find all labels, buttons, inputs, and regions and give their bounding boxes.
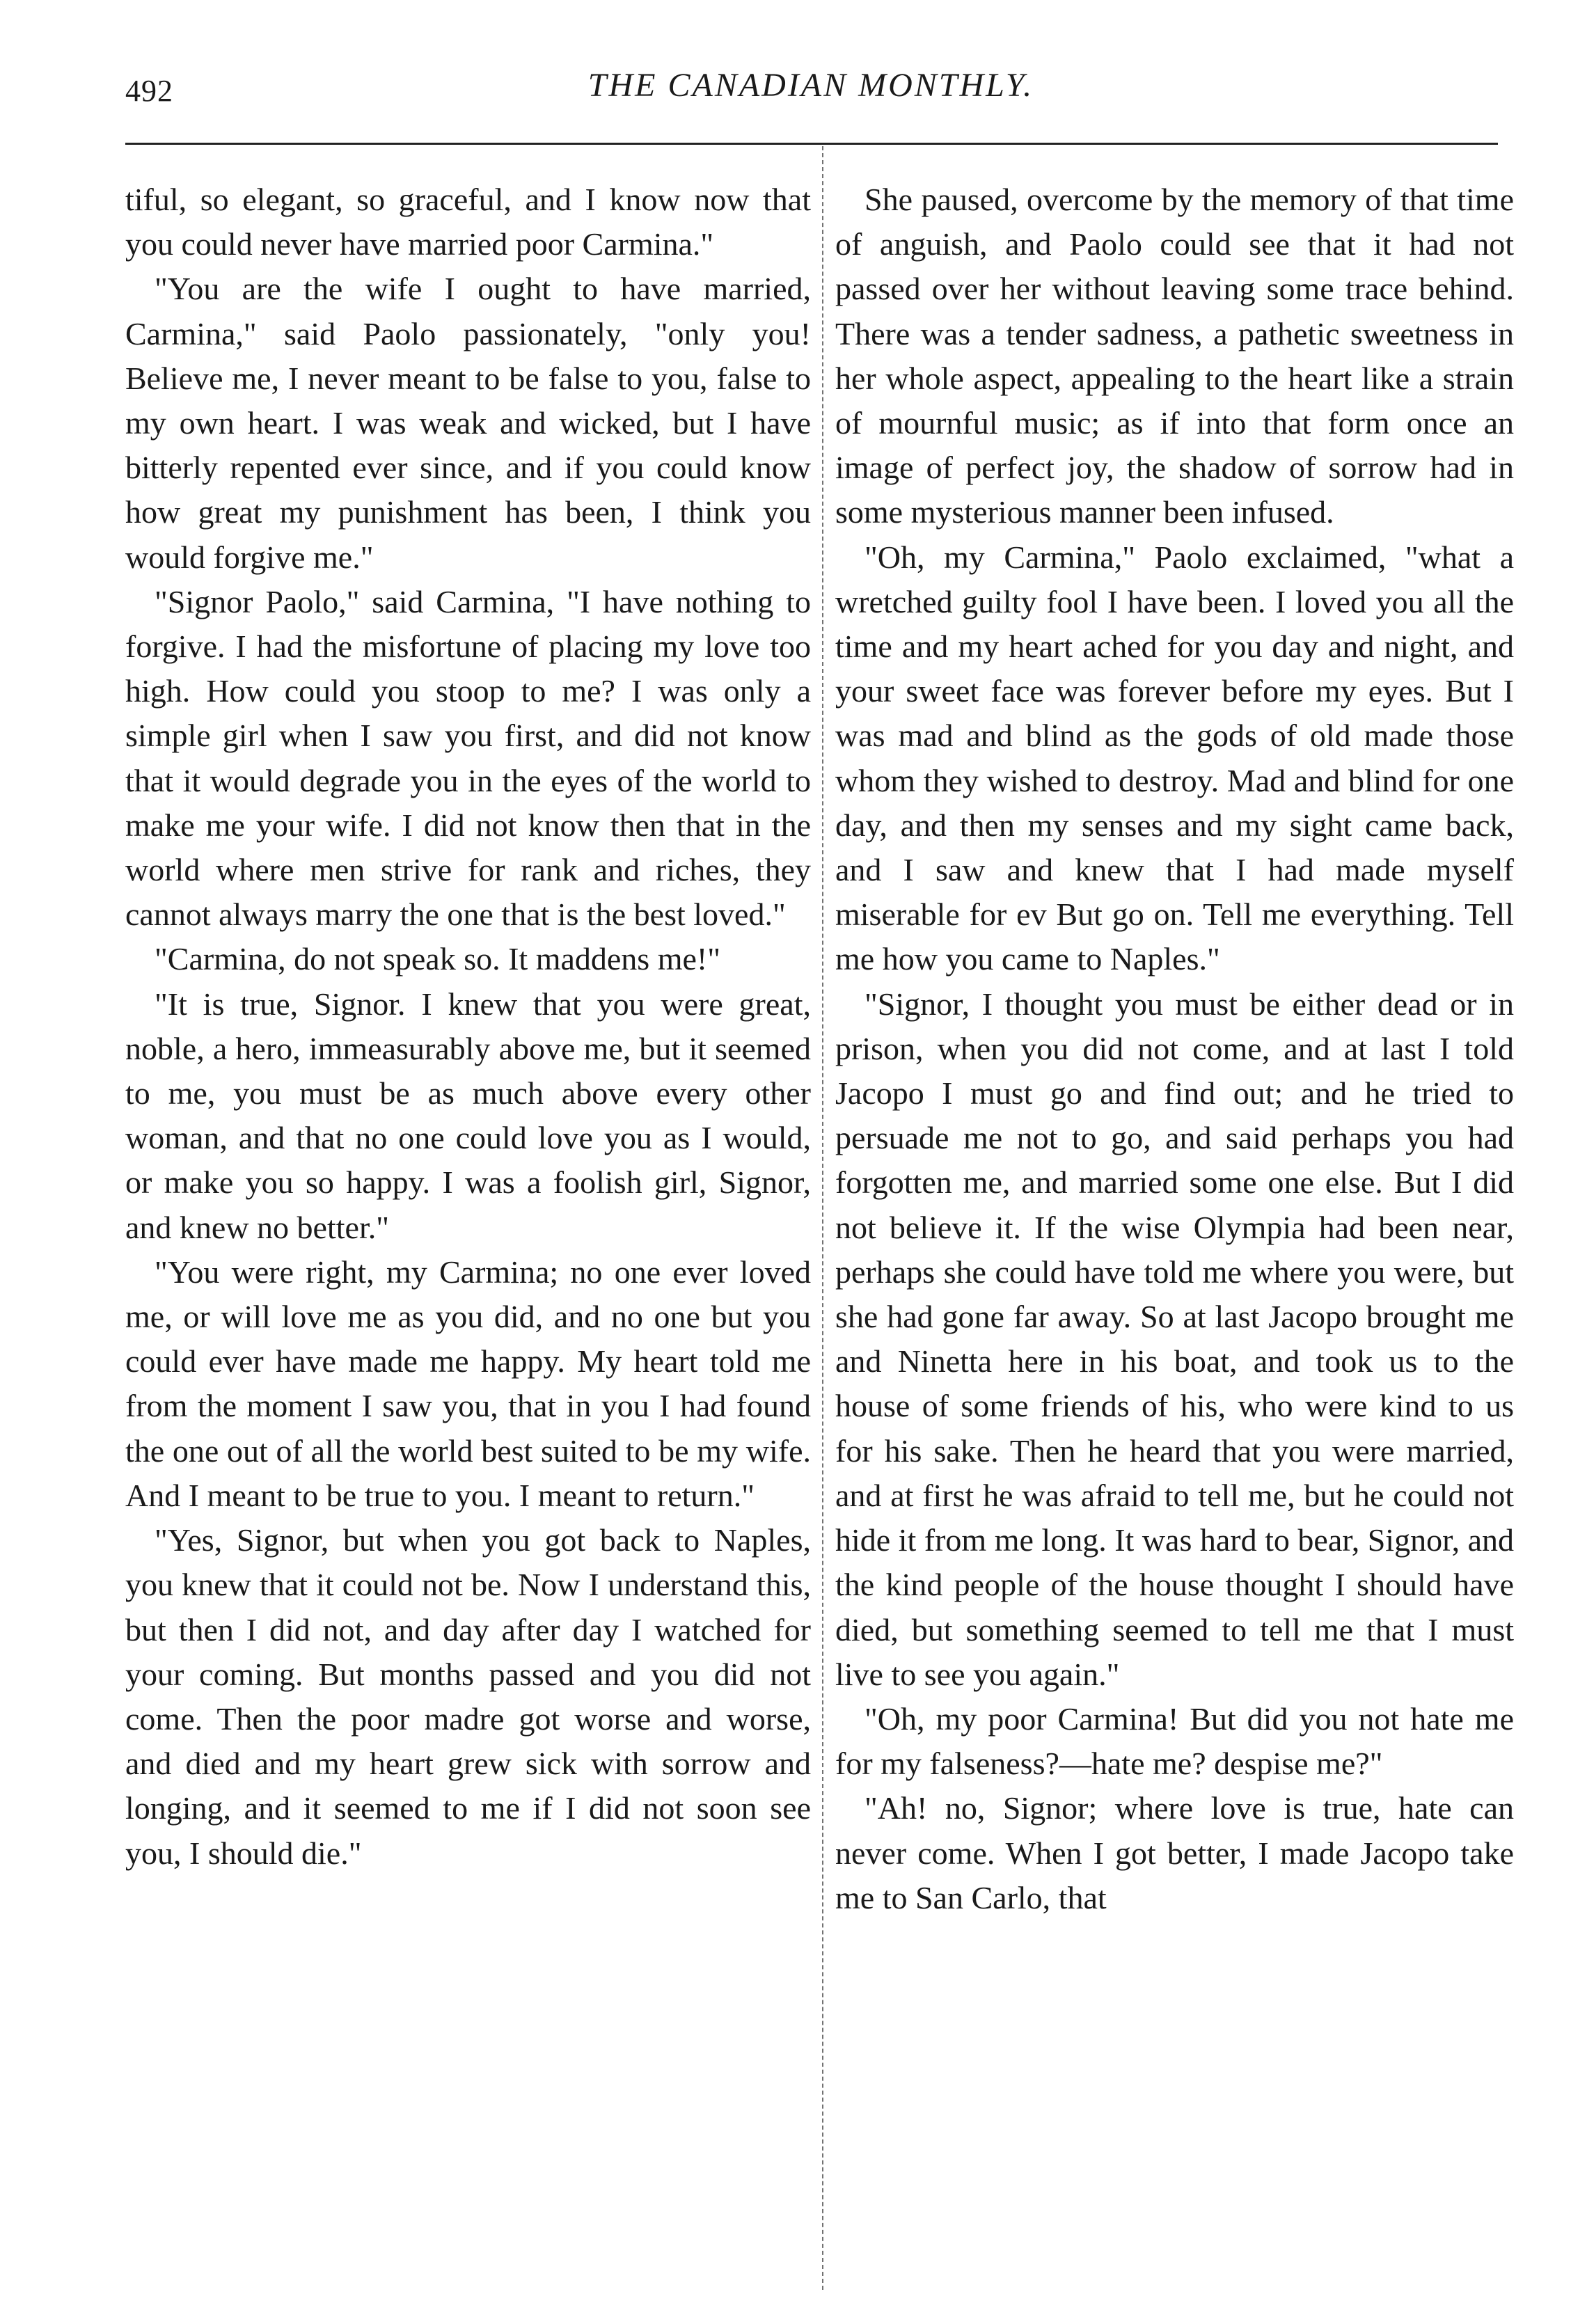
paragraph: "Ah! no, Signor; where love is true, hate can never come. When I got better, I made Jacopo take me to San Carlo, that [835, 1790, 1514, 1915]
paragraph: "Oh, my poor Carmina! But did you not hate me for my falseness?—hate me? despise me?" [835, 1700, 1514, 1782]
paragraph: "You are the wife I ought to have married, Carmina," said Paolo passionately, "only you! Believe me, I never meant to be false to you, false to my own heart. I was weak and wicked, but I have bitterly repented ever since, and if you could know how great my punishment has been, I think you would forgive me." [125, 271, 811, 575]
journal-title: THE CANADIAN MONTHLY. [587, 67, 1034, 104]
left-column [125, 177, 811, 1876]
running-head [125, 66, 1497, 129]
column-divider [822, 146, 823, 2290]
paragraph: "Carmina, do not speak so. It maddens me!" [155, 941, 720, 977]
paragraph: "It is true, Signor. I knew that you were great, noble, a hero, immeasurably above me, but it seemed to me, you must be as much above every other woman, and that no one could love you as I would, or make you so happy. I was a foolish girl, Signor, and knew no better." [125, 986, 811, 1245]
paragraph: She paused, overcome by the memory of that time of anguish, and Paolo could see that it had not passed over her without leaving some trace behind. There was a tender sadness, a pathetic sweetness in her whole aspect, appealing to the heart like a strain of mournful music; as if into that form once an image of perfect joy, the shadow of sorrow had in some mysterious manner been infused. [835, 182, 1514, 530]
paragraph: "You were right, my Carmina; no one ever loved me, or will love me as you did, and no one but you could ever have made me happy. My heart told me from the moment I saw you, that in you I had found the one out of all the world best suited to be my wife. And I meant to be true to you. I meant to return." [125, 1254, 811, 1513]
paragraph: "Signor Paolo," said Carmina, "I have nothing to forgive. I had the misfortune of placing my love too high. How could you stoop to me? I was only a simple girl when I saw you first, and did not know that it would degrade you in the eyes of the world to make me your wife. I did not know then that in the world where men strive for rank and riches, they cannot always marry the one that is the best loved." [125, 583, 811, 933]
paragraph: tiful, so elegant, so graceful, and I know now that you could never have married poor Carmina." [125, 182, 811, 262]
paragraph: "Signor, I thought you must be either dead or in prison, when you did not come, and at last I told Jacopo I must go and find out; and he tried to persuade me not to go, and said perhaps you had forgotten me, and married some one else. But I did not believe it. If the wise Olympia had been near, perhaps she could have told me where you were, but she had gone far away. So at last Jacopo brought me and Ninetta here in his boat, and took us to the house of some friends of his, who were kind to us for his sake. Then he heard that you were married, and at first he was afraid to tell me, but he could not hide it from me long. It was hard to bear, Signor, and the kind people of the house thought I should have died, but something seemed to tell me that I must live to see you again." [835, 986, 1514, 1692]
paragraph: "Oh, my Carmina," Paolo exclaimed, "what a wretched guilty fool I have been. I loved you all the time and my heart ached for you day and night, and your sweet face was forever before my eyes. But I was mad and blind as the gods of old made those whom they wished to destroy. Mad and blind for one day, and then my senses and my sight came back, and I saw and knew that I had made myself miserable for ev But go on. Tell me everything. Tell me how you came to Naples." [835, 539, 1514, 977]
header-rule [125, 143, 1498, 145]
right-column [835, 177, 1514, 1920]
page-number: 492 [125, 74, 173, 108]
paragraph: "Yes, Signor, but when you got back to Naples, you knew that it could not be. Now I understand this, but then I did not, and day after day I watched for your coming. But months passed and you did not come. Then the poor madre got worse and worse, and died and my heart grew sick with sorrow and longing, and it seemed to me if I did not soon see you, I should die." [125, 1522, 811, 1871]
